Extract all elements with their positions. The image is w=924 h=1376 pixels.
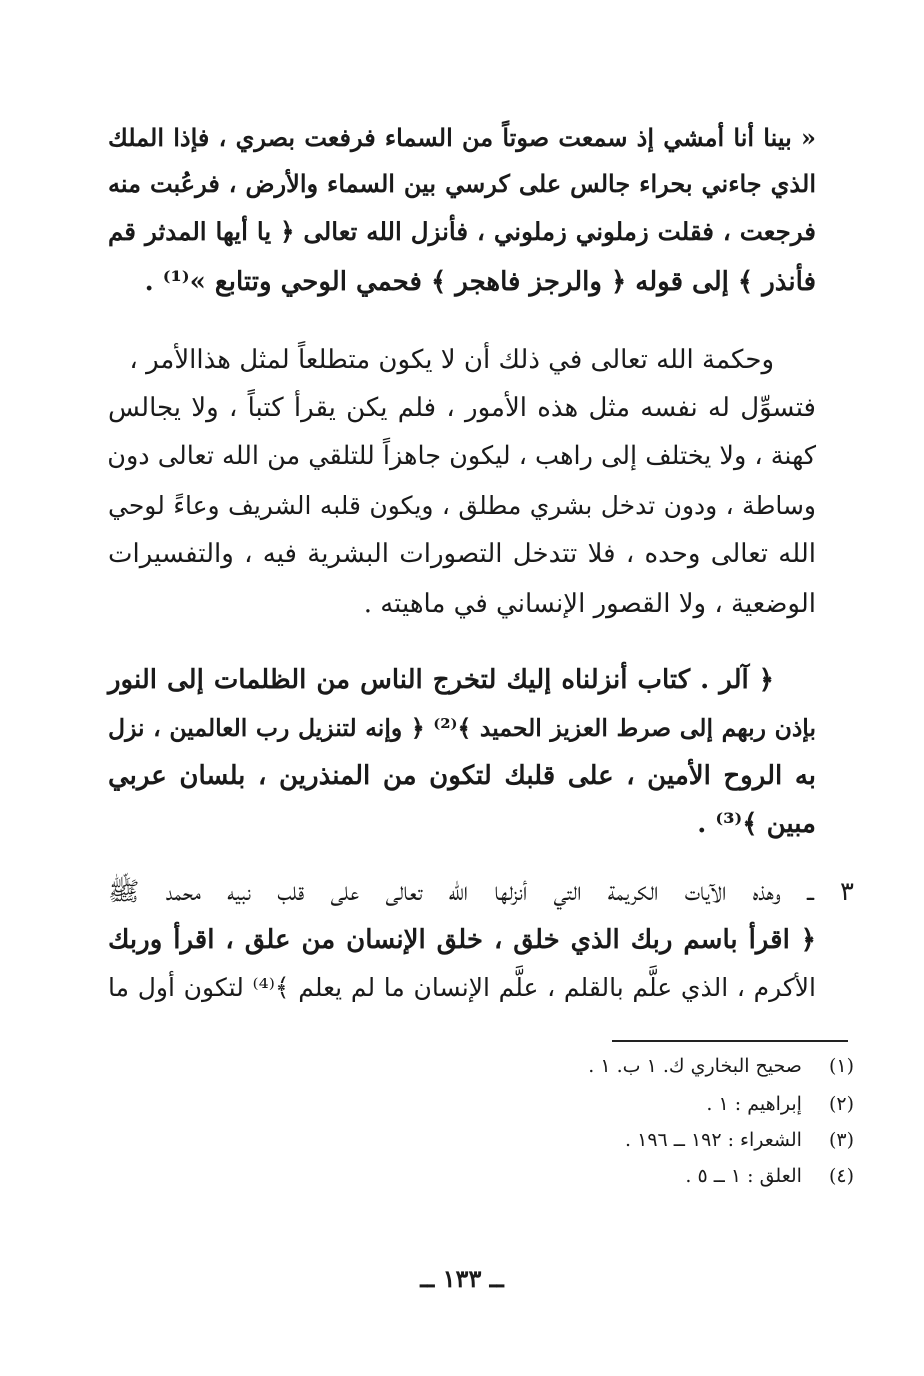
footnote-2 <box>354 1090 854 1118</box>
footnote-2-text: إبراهيم : ١ . <box>706 1093 802 1115</box>
footnote-4-text: العلق : ١ ــ ٥ . <box>685 1165 802 1187</box>
footnote-1-number: (١) <box>828 1055 854 1077</box>
paragraph-2-line-6: الوضعية ، ولا القصور الإنساني في ماهيته . <box>363 589 816 619</box>
footnote-separator <box>612 1040 848 1042</box>
paragraph-3-line-1: ﴿ آلر . كتاب أنزلناه إليك لتخرج الناس من الظلمات إلى النور <box>108 665 774 695</box>
footnote-4-number: (٤) <box>828 1165 854 1187</box>
paragraph-3-line-2: بإذن ربهم إلى صرط العزيز الحميد ﴾⁽²⁾ ﴿ وإنه لتنزيل رب العالمين ، نزل <box>108 714 816 742</box>
footnote-1 <box>354 1052 854 1080</box>
paragraph-4-line-1: ٣ ــ وهذه الآيات الكريمة التي أنزلها الله تعالى على قلب نبيه محمد ﷺ <box>108 877 854 907</box>
paragraph-1-line-1: « بينا أنا أمشي إذ سمعت صوتاً من السماء فرفعت بصري ، فإذا الملك <box>108 123 817 152</box>
paragraph-1-line-4: فأنذر ﴾ إلى قوله ﴿ والرجز فاهجر ﴾ فحمي الوحي وتتابع »⁽¹⁾ . <box>144 267 816 297</box>
footnote-4 <box>354 1162 854 1190</box>
paragraph-2-line-1: وحكمة الله تعالى في ذلك أن لا يكون متطلعاً لمثل هذاالأمر ، <box>129 345 774 375</box>
paragraph-4-line-3: الأكرم ، الذي علَّم بالقلم ، علَّم الإنسان ما لم يعلم ﴾⁽⁴⁾ لتكون أول ما <box>108 973 816 1002</box>
page-number: ــ ١٣٣ ــ <box>420 1264 504 1293</box>
paragraph-1-line-3: فرجعت ، فقلت زملوني زملوني ، فأنزل الله تعالى ﴿ يا أيها المدثر قم <box>108 217 816 246</box>
footnote-1-text: صحيح البخاري ك. ١ ب. ١ . <box>588 1055 802 1077</box>
footnote-3 <box>354 1126 854 1154</box>
paragraph-4-line-2: ﴿ اقرأ باسم ربك الذي خلق ، خلق الإنسان من علق ، اقرأ وربك <box>108 925 816 955</box>
footnote-3-text: الشعراء : ١٩٢ ــ ١٩٦ . <box>625 1129 802 1151</box>
paragraph-3-line-3: به الروح الأمين ، على قلبك لتكون من المنذرين ، بلسان عربي <box>108 761 816 791</box>
paragraph-2-line-5: الله تعالى وحده ، فلا تتدخل التصورات البشرية فيه ، والتفسيرات <box>108 539 816 569</box>
paragraph-1-line-2: الذي جاءني بحراء جالس على كرسي بين السماء والأرض ، فرعُبت منه <box>108 169 816 198</box>
paragraph-2-line-4: وساطة ، ودون تدخل بشري مطلق ، ويكون قلبه الشريف وعاءً لوحي <box>108 491 816 520</box>
paragraph-3-line-4: مبين ﴾⁽³⁾ . <box>697 809 816 839</box>
footnote-2-number: (٢) <box>828 1093 854 1115</box>
paragraph-2-line-2: فتسوِّل له نفسه مثل هذه الأمور ، فلم يكن يقرأ كتباً ، ولا يجالس <box>108 393 816 423</box>
footnote-3-number: (٣) <box>828 1129 854 1151</box>
paragraph-2-line-3: كهنة ، ولا يختلف إلى راهب ، ليكون جاهزاً للتلقي من الله تعالى دون <box>107 441 816 471</box>
